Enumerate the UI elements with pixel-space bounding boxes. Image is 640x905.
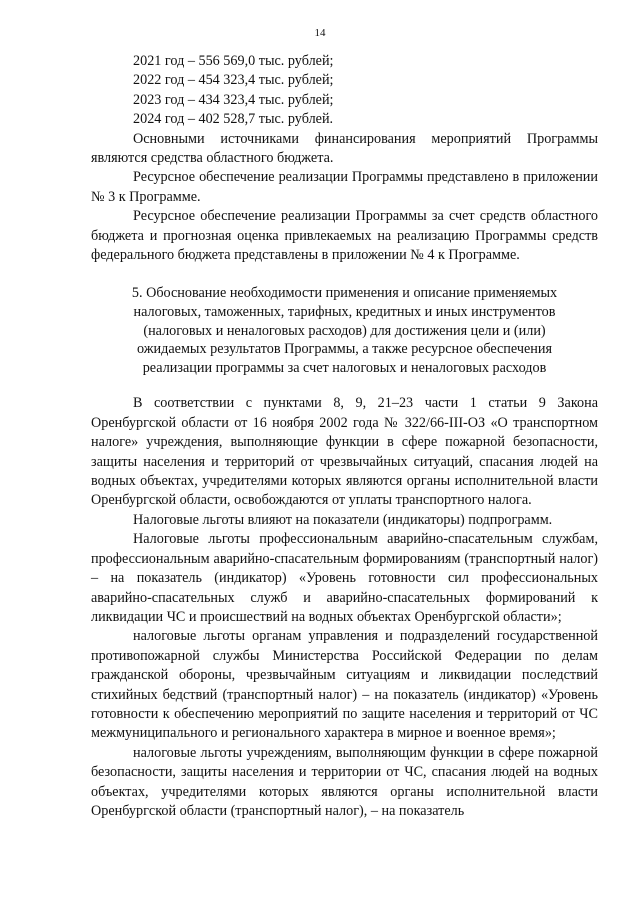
section-heading-line: ожидаемых результатов Программы, а также ресурсное обеспечения: [137, 341, 552, 358]
funding-year-2022: 2022 год – 454 323,4 тыс. рублей;: [133, 72, 334, 89]
resource-appendix-3-paragraph: Ресурсное обеспечение реализации Программы представлено в приложении № 3 к Программе.: [91, 169, 598, 205]
funding-year-2023: 2023 год – 434 323,4 тыс. рублей;: [133, 91, 334, 108]
tax-law-paragraph: В соответствии с пунктами 8, 9, 21–23 части 1 статьи 9 Закона Оренбургской области от 16 ноября 2002 года № 322/66-III-ОЗ «О транспортном налоге» учреждения, выполняющие функции в сфере пожарной безопасности, защиты населения и территорий от чрезвычайных ситуаций, спасания людей на водных объектах, учредителями которых являются органы исполнительной власти Оренбургской области, освобождаются от уплаты транспортного налога.: [91, 395, 598, 509]
funding-year-2024: 2024 год – 402 528,7 тыс. рублей.: [133, 111, 334, 128]
funding-year-2021: 2021 год – 556 569,0 тыс. рублей;: [133, 53, 334, 69]
section-heading-line: реализации программы за счет налоговых и неналоговых расходов: [142, 359, 547, 376]
funding-sources-paragraph: Основными источниками финансирования мероприятий Программы являются средства областного бюджета.: [91, 130, 598, 167]
section-heading-line: 5. Обоснование необходимости применения и описание применяемых: [131, 285, 558, 302]
section-heading-line: (налоговых и неналоговых расходов) для достижения цели и (или): [143, 322, 546, 339]
section-heading: [91, 284, 598, 377]
institutions-benefits-paragraph: налоговые льготы учреждениям, выполняющим функции в сфере пожарной безопасности, защиты населения и территории от ЧС, спасания людей на водных объектах, учредителями которых являются органы исполнительной власти Оренбургской области (транспортный налог), – на показатель: [91, 744, 598, 819]
section-heading-line: налоговых, таможенных, тарифных, кредитных и иных инструментов: [133, 304, 556, 321]
fire-service-benefits-paragraph: налоговые льготы органам управления и подразделений государственной противопожарной службы Министерства Российской Федерации по делам гражданской обороны, чрезвычайным ситуациям и ликвидации последствий стихийных бедствий (транспортный налог) – на показатель (индикатор) «Уровень готовности к обеспечению мероприятий по защите населения и территорий от ЧС межмуниципального и регионального характера в мирное и военное время»;: [91, 628, 598, 742]
document-body: [91, 52, 598, 821]
page-number: 14: [314, 27, 326, 39]
tax-benefits-intro-paragraph: Налоговые льготы влияют на показатели (индикаторы) подпрограмм.: [133, 511, 553, 528]
funding-by-year-list: [91, 52, 598, 130]
rescue-services-benefits-paragraph: Налоговые льготы профессиональным аварийно-спасательным службам, профессиональным аварийно-спасательным формированиям (транспортный налог) – на показатель (индикатор) «Уровень готовности сил профессиональных аварийно-спасательных служб и аварийно-спасательных формирований к ликвидации ЧС и происшествий на водных объектах Оренбургской области»;: [91, 531, 598, 625]
resource-appendix-4-paragraph: Ресурсное обеспечение реализации Программы за счет средств областного бюджета и прогнозная оценка привлекаемых на реализацию Программы средств федерального бюджета представлены в приложении № 4 к Программе.: [91, 208, 598, 264]
